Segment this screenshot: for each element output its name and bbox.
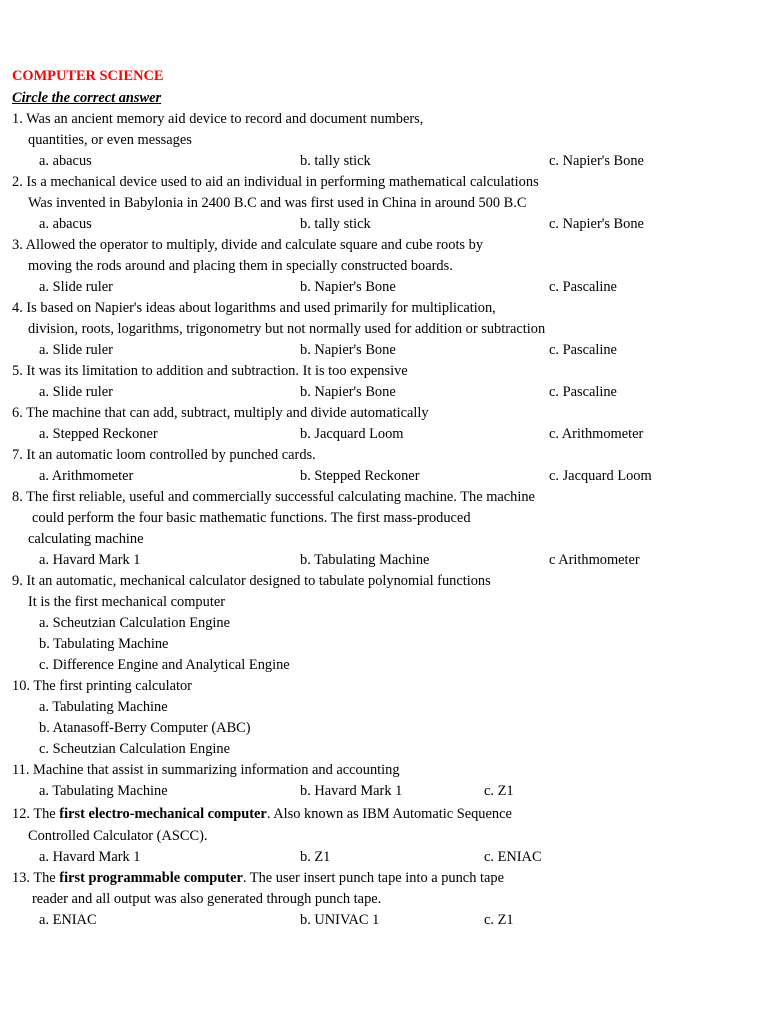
question-13-option-a[interactable]: a. ENIAC [39, 912, 97, 928]
question-5-option-b[interactable]: b. Napier's Bone [300, 384, 396, 400]
question-6-line-1: 6. The machine that can add, subtract, multiply and divide automatically [12, 405, 429, 421]
question-11-line-1: 11. Machine that assist in summarizing information and accounting [12, 762, 400, 778]
question-12-prefix: 12. The [12, 806, 60, 822]
question-12-option-c[interactable]: c. ENIAC [484, 849, 542, 865]
question-2-line-1: 2. Is a mechanical device used to aid an individual in performing mathematical calculations [12, 174, 539, 190]
question-5-option-c[interactable]: c. Pascaline [549, 384, 617, 400]
question-11-option-c[interactable]: c. Z1 [484, 783, 514, 799]
question-8-option-c[interactable]: c Arithmometer [549, 552, 640, 568]
question-10-option-b[interactable]: b. Atanasoff-Berry Computer (ABC) [39, 720, 251, 736]
question-6-option-a[interactable]: a. Stepped Reckoner [39, 426, 158, 442]
question-3-option-a[interactable]: a. Slide ruler [39, 279, 113, 295]
question-3-option-b[interactable]: b. Napier's Bone [300, 279, 396, 295]
question-7-option-c[interactable]: c. Jacquard Loom [549, 468, 652, 484]
question-13-option-c[interactable]: c. Z1 [484, 912, 514, 928]
question-3-line-1: 3. Allowed the operator to multiply, divide and calculate square and cube roots by [12, 237, 484, 253]
question-7-line-1: 7. It an automatic loom controlled by punched cards. [12, 447, 316, 463]
question-9-line-1: 9. It an automatic, mechanical calculator designed to tabulate polynomial functions [12, 573, 491, 589]
question-11-option-b[interactable]: b. Havard Mark 1 [300, 783, 403, 799]
question-6-option-c[interactable]: c. Arithmometer [549, 426, 644, 442]
page-title: COMPUTER SCIENCE [12, 68, 164, 84]
question-12-line-1 [12, 804, 512, 824]
question-11-option-a[interactable]: a. Tabulating Machine [39, 783, 168, 799]
question-3-option-c[interactable]: c. Pascaline [549, 279, 617, 295]
question-12-bold: first electro-mechanical computer [59, 806, 267, 822]
question-2-option-a[interactable]: a. abacus [39, 216, 92, 232]
question-9-option-a[interactable]: a. Scheutzian Calculation Engine [39, 615, 231, 631]
question-2-line-2: Was invented in Babylonia in 2400 B.C and was first used in China in around 500 B.C [28, 195, 527, 211]
question-9-line-2: It is the first mechanical computer [28, 594, 225, 610]
question-4-line-2: division, roots, logarithms, trigonometry but not normally used for addition or subtraction [28, 321, 546, 337]
question-8-line-2: could perform the four basic mathematic functions. The first mass-produced [32, 510, 471, 526]
question-10-option-c[interactable]: c. Scheutzian Calculation Engine [39, 741, 231, 757]
question-12-suffix: . Also known as IBM Automatic Sequence [266, 806, 512, 822]
question-13-option-b[interactable]: b. UNIVAC 1 [300, 912, 380, 928]
question-9-option-c[interactable]: c. Difference Engine and Analytical Engine [39, 657, 290, 673]
question-12-option-a[interactable]: a. Havard Mark 1 [39, 849, 141, 865]
question-5-option-a[interactable]: a. Slide ruler [39, 384, 113, 400]
question-4-option-c[interactable]: c. Pascaline [549, 342, 617, 358]
question-13-line-1 [12, 868, 504, 888]
question-4-option-b[interactable]: b. Napier's Bone [300, 342, 396, 358]
question-8-line-3: calculating machine [28, 531, 144, 547]
question-9-option-b[interactable]: b. Tabulating Machine [39, 636, 169, 652]
question-7-option-b[interactable]: b. Stepped Reckoner [300, 468, 420, 484]
question-6-option-b[interactable]: b. Jacquard Loom [300, 426, 404, 442]
question-7-option-a[interactable]: a. Arithmometer [39, 468, 134, 484]
question-12-line-2: Controlled Calculator (ASCC). [28, 828, 208, 844]
question-2-option-c[interactable]: c. Napier's Bone [549, 216, 644, 232]
instruction: Circle the correct answer [12, 90, 162, 106]
question-13-prefix: 13. The [12, 870, 60, 886]
question-1-option-c[interactable]: c. Napier's Bone [549, 153, 644, 169]
question-12-option-b[interactable]: b. Z1 [300, 849, 331, 865]
question-13-line-2: reader and all output was also generated through punch tape. [32, 891, 382, 907]
question-8-option-b[interactable]: b. Tabulating Machine [300, 552, 430, 568]
question-5-line-1: 5. It was its limitation to addition and subtraction. It is too expensive [12, 363, 408, 379]
question-13-bold: first programmable computer [59, 870, 243, 886]
question-2-option-b[interactable]: b. tally stick [300, 216, 371, 232]
question-8-option-a[interactable]: a. Havard Mark 1 [39, 552, 141, 568]
question-8-line-1: 8. The first reliable, useful and commercially successful calculating machine. The machine [12, 489, 535, 505]
question-4-option-a[interactable]: a. Slide ruler [39, 342, 113, 358]
question-1-line-2: quantities, or even messages [28, 132, 192, 148]
question-4-line-1: 4. Is based on Napier's ideas about logarithms and used primarily for multiplication, [12, 300, 496, 316]
question-10-line-1: 10. The first printing calculator [12, 678, 192, 694]
question-3-line-2: moving the rods around and placing them in specially constructed boards. [28, 258, 453, 274]
question-10-option-a[interactable]: a. Tabulating Machine [39, 699, 168, 715]
question-1-line-1: 1. Was an ancient memory aid device to record and document numbers, [12, 111, 424, 127]
question-1-option-a[interactable]: a. abacus [39, 153, 92, 169]
question-13-suffix: . The user insert punch tape into a punch tape [242, 870, 504, 886]
question-1-option-b[interactable]: b. tally stick [300, 153, 371, 169]
